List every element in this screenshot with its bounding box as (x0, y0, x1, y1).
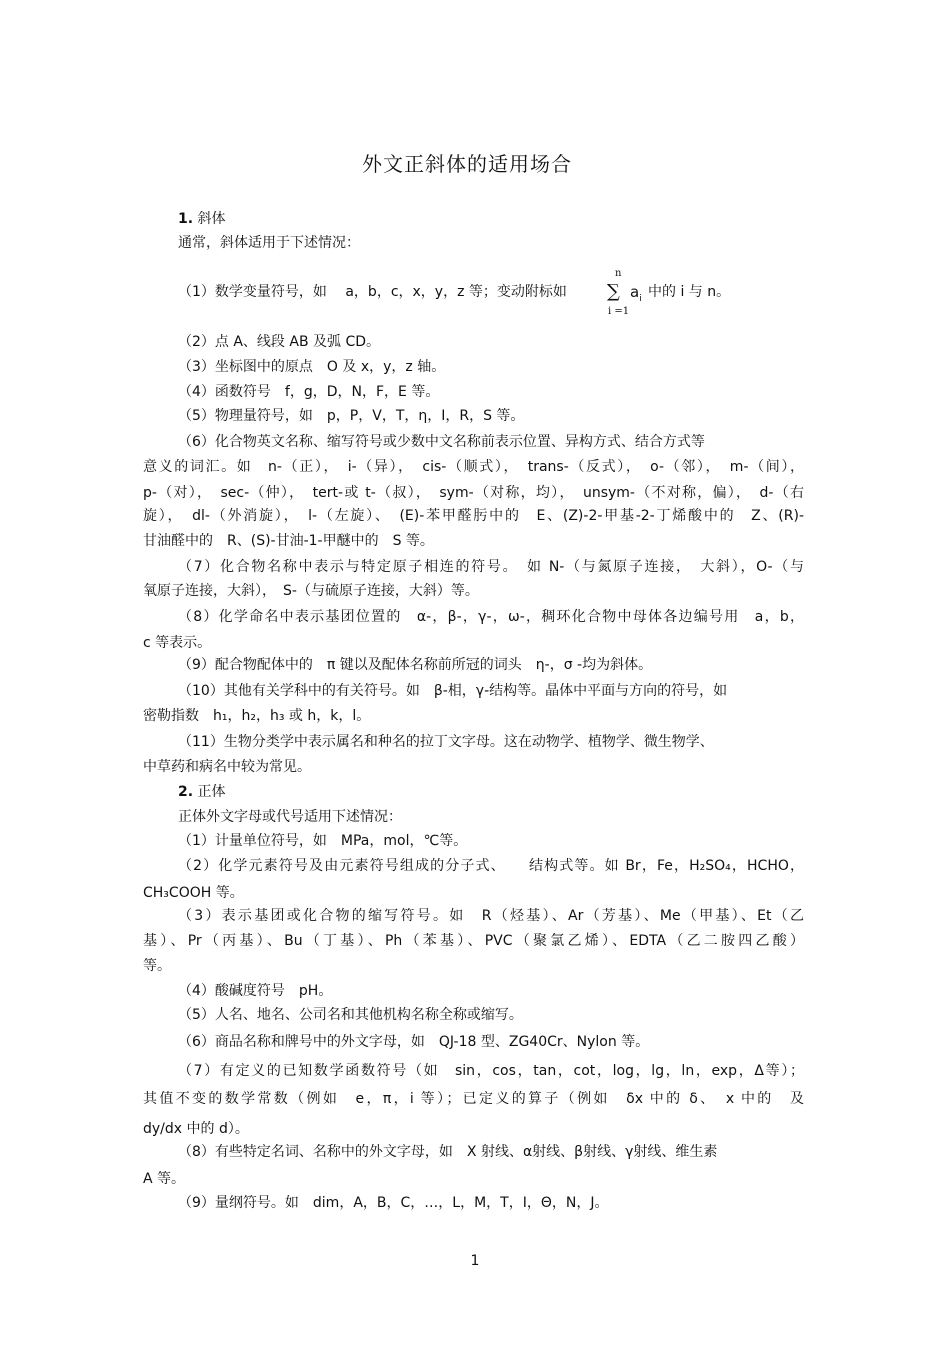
s2-item7-line3: dy/dx 中的 d）。 (143, 1121, 249, 1137)
s1-item4: （4）函数符号 f，g，D，N，F，E 等。 (178, 384, 440, 400)
section2-heading-text: 正体 (197, 784, 226, 800)
section1-intro: 通常，斜体适用于下述情况： (178, 235, 360, 251)
s1-item9: （9）配合物配体中的 π 键以及配体名称前所冠的词头 η-，σ -均为斜体。 (178, 657, 653, 673)
summation-term (630, 283, 642, 304)
summation-formula (604, 268, 632, 320)
s2-item8-line2: A 等。 (143, 1171, 186, 1187)
s2-item5: （5）人名、地名、公司名和其他机构名称全称或缩写。 (178, 1007, 523, 1023)
section1-heading (178, 210, 226, 228)
section2-intro: 正体外文字母或代号适用下述情况： (178, 809, 402, 825)
s1-item10-line1: （10）其他有关学科中的有关符号。如 β-相，γ-结构等。晶体中平面与方向的符号，如 (178, 683, 728, 699)
s2-item1: （1）计量单位符号，如 MPa，mol，℃等。 (178, 833, 468, 849)
s1-item5: （5）物理量符号，如 p，P，V，T，η，I，R，S 等。 (178, 408, 525, 424)
s1-item6-line4: 旋）， dl-（外消旋）， l-（左旋）、 (E)-苯甲醛肟中的 E、(Z)-2-甲基-2-丁烯酸中的 Z、(R)- (143, 508, 804, 524)
s2-item8-line1: （8）有些特定名词、名称中的外文字母，如 X 射线、α射线、β射线、γ射线、维生素 (178, 1144, 718, 1160)
s1-item6-line3: p-（对）， sec-（仲）， tert-或 t-（叔）， sym-（对称，均）， unsym-（不对称，偏）， d-（右 (143, 485, 804, 501)
s1-item1-text-b: 中的 i 与 n。 (648, 284, 731, 300)
s2-item9: （9）量纲符号。如 dim，A，B，C，…，L，M，T，I，Θ，N，J。 (178, 1195, 609, 1211)
s1-item7-line2: 氧原子连接，大斜）， S-（与硫原子连接，大斜）等。 (143, 583, 479, 599)
s1-item6-line5: 甘油醛中的 R、(S)-甘油-1-甲醚中的 S 等。 (143, 533, 434, 549)
page-number: 1 (470, 1253, 480, 1269)
summation-upper-limit: n (615, 268, 622, 279)
s1-item2: （2）点 A、线段 AB 及弧 CD。 (178, 334, 381, 350)
section1-heading-number: 1. (178, 211, 194, 227)
s1-item6-line2: 意义的词汇。如 n-（正）， i-（异）， cis-（顺式）， trans-（反式）， o-（邻）， m-（间）， (143, 459, 804, 475)
s1-item8-line2: c 等表示。 (143, 635, 212, 651)
s1-item11-line2: 中草药和病名中较为常见。 (143, 759, 311, 775)
s2-item7-line2: 其值不变的数学常数（例如 e，π，i 等）；已定义的算子（例如 δx 中的 δ、 x 中的 及 (143, 1091, 804, 1107)
section1-heading-text: 斜体 (197, 211, 226, 227)
s2-item2-line2: CH₃COOH 等。 (143, 885, 244, 901)
s1-item10-line2: 密勒指数 h₁，h₂，h₃ 或 h，k，l。 (143, 708, 371, 724)
s1-item11-line1: （11）生物分类学中表示属名和种名的拉丁文字母。这在动物学、植物学、微生物学、 (178, 734, 714, 750)
summation-term-letter: a (630, 283, 640, 301)
summation-lower-limit: i =1 (608, 306, 630, 317)
summation-symbol: ∑ (607, 281, 620, 302)
s2-item3-line3: 等。 (143, 958, 171, 974)
summation-term-index: i (639, 294, 642, 304)
s2-item7-line1: （7）有定义的已知数学函数符号（如 sin，cos，tan，cot，log，lg，ln，exp，Δ等）； (178, 1063, 804, 1079)
s2-item2-line1: （2）化学元素符号及由元素符号组成的分子式、 结构式等。如 Br，Fe，H₂SO₄，HCHO， (178, 858, 804, 874)
s1-item1-text-a: （1）数学变量符号，如 a，b，c，x，y，z 等；变动附标如 (178, 284, 567, 300)
s1-item8-line1: （8）化学命名中表示基团位置的 α-，β-，γ-，ω-，稠环化合物中母体各边编号用 a，b， (178, 609, 804, 625)
s2-item4: （4）酸碱度符号 pH。 (178, 983, 333, 999)
s2-item3-line2: 基）、Pr（丙基）、Bu（丁基）、Ph（苯基）、PVC（聚氯乙烯）、EDTA（乙二胺四乙酸） (143, 933, 804, 949)
s1-item7-line1: （7）化合物名称中表示与特定原子相连的符号。 如 N-（与氮原子连接， 大斜），O-（与 (178, 559, 804, 575)
document-title: 外文正斜体的适用场合 (362, 152, 572, 176)
s2-item6: （6）商品名称和牌号中的外文字母，如 QJ-18 型、ZG40Cr、Nylon 等。 (178, 1034, 650, 1050)
s1-item3: （3）坐标图中的原点 O 及 x，y，z 轴。 (178, 359, 446, 375)
section2-heading (178, 783, 226, 801)
section2-heading-number: 2. (178, 784, 194, 800)
s2-item3-line1: （3）表示基团或化合物的缩写符号。如 R（烃基）、Ar（芳基）、Me（甲基）、Et（乙 (178, 908, 804, 924)
s1-item6-line1: （6）化合物英文名称、缩写符号或少数中文名称前表示位置、异构方式、结合方式等 (178, 434, 705, 450)
